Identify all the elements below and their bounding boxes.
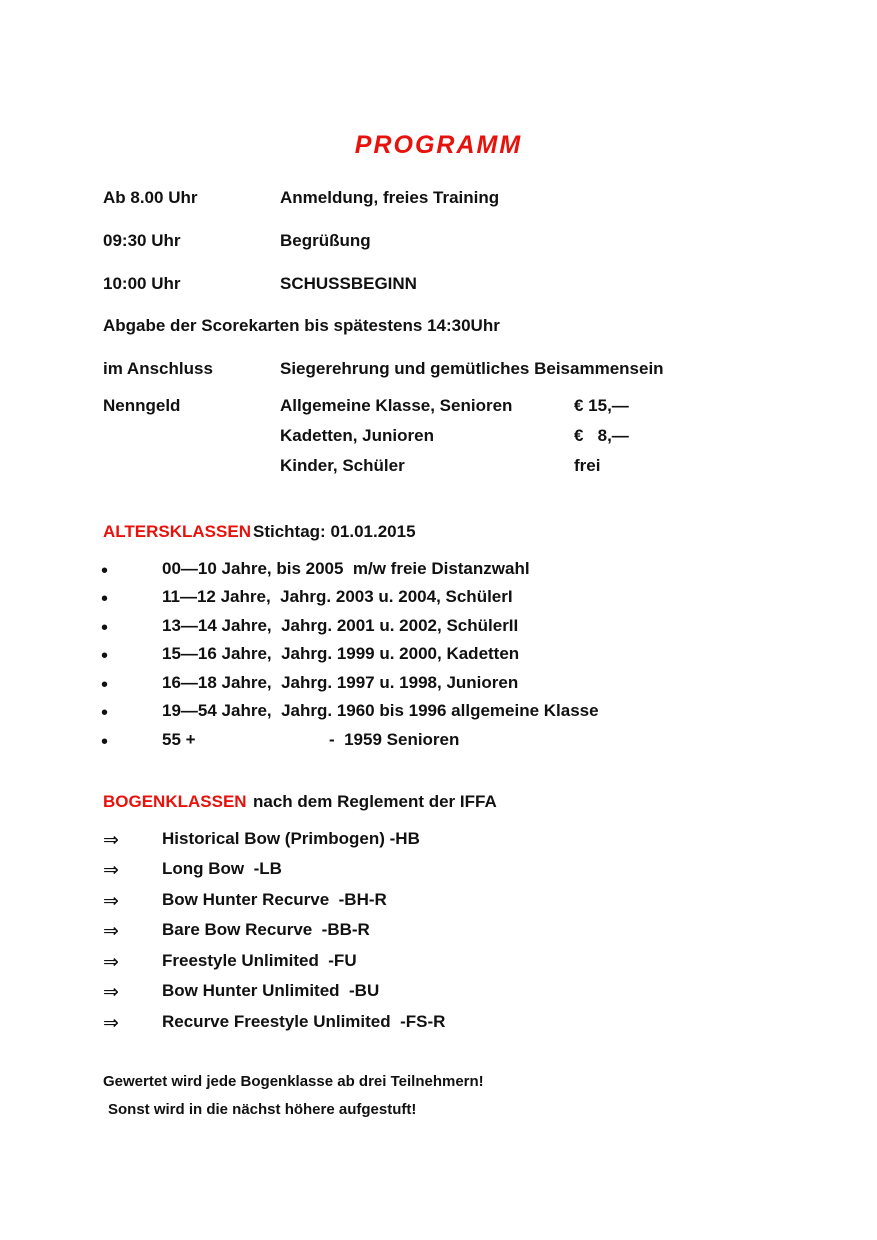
arrow-right-icon: ⇒	[103, 982, 119, 1003]
bullet-icon: •	[101, 702, 109, 724]
schedule-desc-2: Begrüßung	[280, 231, 371, 250]
bow-class-item: Bow Hunter Unlimited -BU	[162, 981, 380, 1000]
bullet-icon: •	[101, 674, 109, 696]
bullet-icon: •	[101, 731, 109, 753]
bow-class-item: Long Bow -LB	[162, 859, 282, 878]
footer-note-line-2: Sonst wird in die nächst höhere aufgestuft!	[108, 1101, 417, 1118]
age-class-item: 13—14 Jahre, Jahrg. 2001 u. 2002, SchülerII	[162, 616, 519, 635]
bullet-icon: •	[101, 617, 109, 639]
age-class-item: 15—16 Jahre, Jahrg. 1999 u. 2000, Kadetten	[162, 644, 520, 663]
schedule-desc-4: Siegerehrung und gemütliches Beisammensein	[280, 359, 664, 378]
footer-note-line-1: Gewertet wird jede Bogenklasse ab drei Teilnehmern!	[103, 1073, 484, 1090]
schedule-desc-1: Anmeldung, freies Training	[280, 188, 500, 207]
bullet-icon: •	[101, 645, 109, 667]
bow-class-item: Historical Bow (Primbogen) -HB	[162, 829, 420, 848]
schedule-time-3: 10:00 Uhr	[103, 274, 181, 293]
scorecard-deadline: Abgabe der Scorekarten bis spätestens 14:30Uhr	[103, 316, 500, 335]
fee-category: Kinder, Schüler	[280, 456, 405, 475]
age-classes-reference-date: Stichtag: 01.01.2015	[253, 522, 416, 541]
bow-classes-regulation: nach dem Reglement der IFFA	[253, 792, 497, 811]
schedule-desc-3: SCHUSSBEGINN	[280, 274, 417, 293]
schedule-time-2: 09:30 Uhr	[103, 231, 181, 250]
age-class-item: 19—54 Jahre, Jahrg. 1960 bis 1996 allgemeine Klasse	[162, 701, 599, 720]
bow-classes-heading: BOGENKLASSEN	[103, 792, 247, 811]
bullet-icon: •	[101, 588, 109, 610]
age-class-item: 16—18 Jahre, Jahrg. 1997 u. 1998, Junioren	[162, 673, 519, 692]
arrow-right-icon: ⇒	[103, 830, 119, 851]
arrow-right-icon: ⇒	[103, 1013, 119, 1034]
arrow-right-icon: ⇒	[103, 952, 119, 973]
page-title: PROGRAMM	[354, 131, 523, 159]
bow-class-item: Bare Bow Recurve -BB-R	[162, 920, 370, 939]
fee-price: € 8,—	[574, 426, 629, 445]
age-class-item-seniors: - 1959 Senioren	[329, 730, 460, 749]
fee-price: € 15,—	[574, 396, 629, 415]
fee-category: Kadetten, Junioren	[280, 426, 434, 445]
age-class-item: 55 +	[162, 730, 196, 749]
age-class-item: 11—12 Jahre, Jahrg. 2003 u. 2004, SchülerI	[162, 587, 513, 606]
arrow-right-icon: ⇒	[103, 921, 119, 942]
bow-class-item: Recurve Freestyle Unlimited -FS-R	[162, 1012, 446, 1031]
schedule-time-1: Ab 8.00 Uhr	[103, 188, 198, 207]
fee-price: frei	[574, 456, 601, 475]
arrow-right-icon: ⇒	[103, 860, 119, 881]
fees-label: Nenngeld	[103, 396, 181, 415]
schedule-time-4: im Anschluss	[103, 359, 213, 378]
bullet-icon: •	[101, 560, 109, 582]
bow-class-item: Bow Hunter Recurve -BH-R	[162, 890, 387, 909]
fee-category: Allgemeine Klasse, Senioren	[280, 396, 513, 415]
bow-class-item: Freestyle Unlimited -FU	[162, 951, 357, 970]
arrow-right-icon: ⇒	[103, 891, 119, 912]
age-class-item: 00—10 Jahre, bis 2005 m/w freie Distanzwahl	[162, 559, 530, 578]
age-classes-heading: ALTERSKLASSEN	[103, 522, 251, 541]
